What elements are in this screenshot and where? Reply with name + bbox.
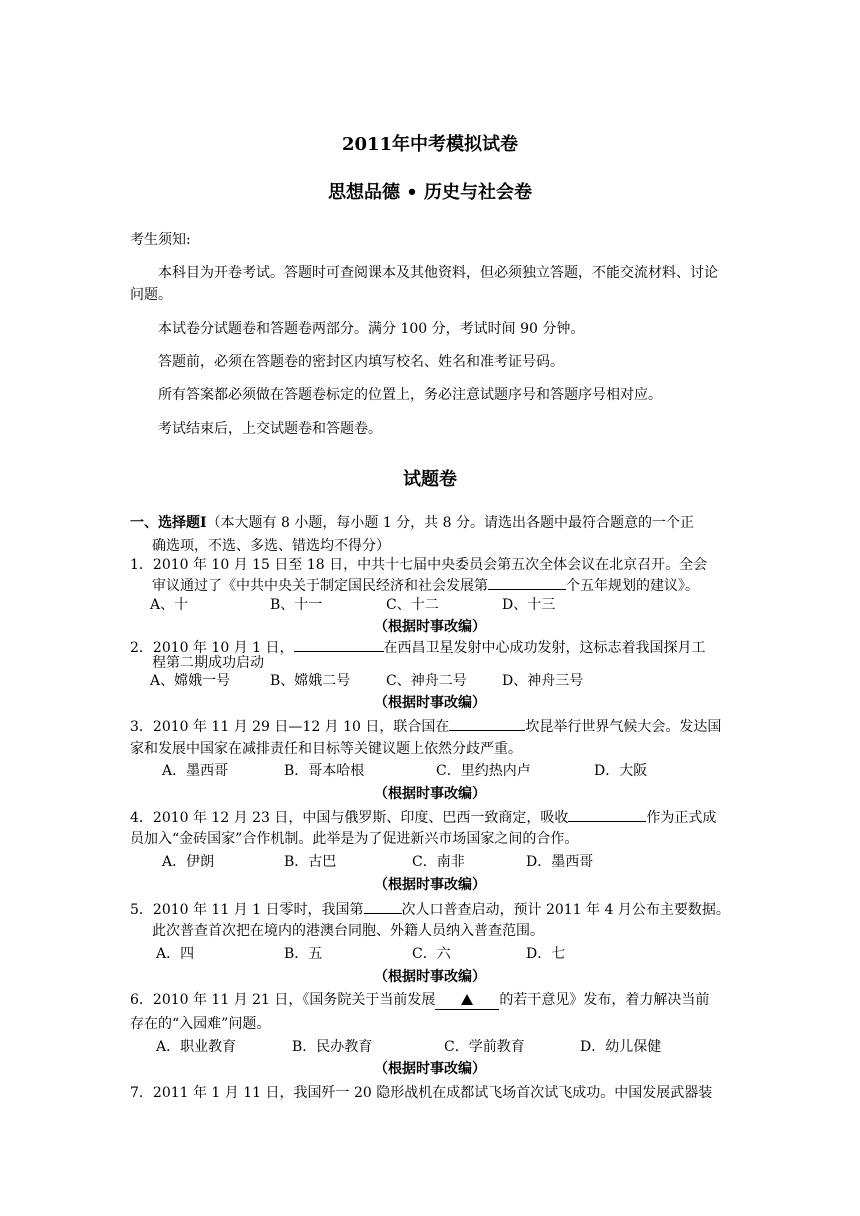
- option-a: A、嫦娥一号: [150, 673, 231, 689]
- option-d: D．大阪: [594, 763, 648, 779]
- part1-desc-cont: 确选项，不选、多选、错选均不得分）: [152, 538, 390, 554]
- stem-text: 6．2010 年 11 月 21 日，《国务院关于当前发展: [130, 992, 436, 1008]
- notice-item: 答题前，必须在答题卷的密封区内填写校名、姓名和准考证号码。: [158, 354, 564, 370]
- section-title: 试题卷: [403, 469, 457, 490]
- question-6-stem: [130, 991, 730, 1010]
- option-b: B．五: [284, 946, 323, 962]
- stem-text: 在西昌卫星发射中心成功发射，这标志着我国探月工: [383, 640, 706, 656]
- triangle-icon: [461, 994, 473, 1005]
- exam-title: 2011年中考模拟试卷: [341, 134, 519, 155]
- option-a: A．伊朗: [162, 854, 215, 870]
- stem-text: 3．2010 年 11 月 29 日—12 月 10 日，联合国在: [130, 719, 450, 735]
- option-a: A．职业教育: [156, 1039, 237, 1055]
- question-3-stem: [130, 716, 730, 736]
- stem-text: 4．2010 年 12 月 23 日，中国与俄罗斯、印度、巴西一致商定，吸收: [130, 810, 569, 826]
- question-2-stem-cont: 程第二期成功启动: [152, 655, 264, 671]
- part1-desc: （本大题有 8 小题，每小题 1 分，共 8 分。请选出各题中最符合题意的一个正: [206, 515, 694, 531]
- option-c: C．学前教育: [444, 1039, 525, 1055]
- source-note: （根据时事改编）: [374, 695, 486, 711]
- question-7-stem: 7．2011 年 1 月 11 日，我国歼一 20 隐形战机在成都试飞场首次试飞成功。中国发展武器装: [130, 1085, 713, 1101]
- option-b: B、十一: [270, 597, 323, 613]
- question-4-stem-cont: 员加入“金砖国家”合作机制。此举是为了促进新兴市场国家之间的合作。: [130, 831, 579, 847]
- answer-blank: [488, 575, 566, 590]
- answer-blank: [364, 899, 402, 914]
- stem-text: 审议通过了《中共中央关于制定国民经济和社会发展第: [152, 578, 488, 594]
- answer-blank: [568, 807, 646, 822]
- notice-item: 考试结束后，上交试题卷和答题卷。: [158, 421, 382, 437]
- option-b: B．民办教育: [292, 1039, 373, 1055]
- stem-text: 2．2010 年 10 月 1 日，: [130, 640, 294, 656]
- source-note: （根据时事改编）: [374, 877, 486, 893]
- option-b: B．古巴: [284, 854, 337, 870]
- option-a: A．墨西哥: [162, 763, 229, 779]
- option-a: A．四: [156, 946, 195, 962]
- option-c: C、十二: [386, 597, 439, 613]
- source-note: （根据时事改编）: [374, 1061, 486, 1077]
- option-c: C．南非: [412, 854, 465, 870]
- source-note: （根据时事改编）: [374, 619, 486, 635]
- part1-label: 一、选择题Ⅰ: [130, 515, 207, 531]
- stem-text: 坎昆举行世界气候大会。发达国: [525, 719, 722, 735]
- option-d: D．墨西哥: [526, 854, 594, 870]
- notice-item: 本科目为开卷考试。答题时可查阅课本及其他资料，但必须独立答题，不能交流材料、讨论: [158, 265, 718, 281]
- notice-item: 本试卷分试题卷和答题卷两部分。满分 100 分，考试时间 90 分钟。: [158, 321, 585, 337]
- option-b: B、嫦娥二号: [270, 673, 351, 689]
- stem-text: 个五年规划的建议》。: [566, 578, 699, 594]
- question-1-stem: 1．2010 年 10 月 15 日至 18 日，中共十七届中央委员会第五次全体会议在北京召开。全会: [130, 557, 708, 573]
- stem-text: 次人口普查启动，预计 2011 年 4 月公布主要数据。: [401, 902, 730, 918]
- source-note: （根据时事改编）: [374, 969, 486, 985]
- stem-text: 的若干意见》发布，着力解决当前: [499, 992, 710, 1008]
- question-5-stem-cont: 此次普查首次把在境内的港澳台同胞、外籍人员纳入普查范围。: [152, 923, 544, 939]
- part1-heading: [130, 514, 730, 532]
- stem-text: 5．2010 年 11 月 1 日零时，我国第: [130, 902, 364, 918]
- option-b: B．哥本哈根: [284, 763, 365, 779]
- option-d: D、神舟三号: [502, 673, 584, 689]
- option-c: C．里约热内卢: [436, 763, 531, 779]
- question-4-stem: [130, 807, 730, 827]
- question-5-stem: [130, 899, 730, 919]
- option-c: C．六: [412, 946, 451, 962]
- exam-subtitle: 思想品德 • 历史与社会卷: [327, 182, 533, 203]
- question-6-stem-cont: 存在的“入园难”问题。: [130, 1016, 271, 1032]
- answer-blank: [449, 716, 525, 731]
- notice-item: 所有答案都必须做在答题卷标定的位置上，务必注意试题序号和答题序号相对应。: [158, 387, 662, 403]
- option-d: D、十三: [502, 597, 556, 613]
- notice-heading: 考生须知:: [130, 232, 191, 248]
- question-3-stem-cont: 家和发展中国家在减排责任和目标等关键议题上依然分歧严重。: [130, 741, 522, 757]
- question-1-stem-cont: [152, 575, 752, 595]
- answer-blank: [294, 637, 384, 652]
- stem-text: 作为正式成: [646, 810, 717, 826]
- notice-item-cont: 问题。: [130, 287, 172, 303]
- source-note: （根据时事改编）: [374, 786, 486, 802]
- option-a: A、十: [150, 597, 189, 613]
- answer-blank: [435, 991, 499, 1010]
- option-c: C、神舟二号: [386, 673, 467, 689]
- option-d: D．幼儿保健: [580, 1039, 662, 1055]
- option-d: D．七: [526, 946, 566, 962]
